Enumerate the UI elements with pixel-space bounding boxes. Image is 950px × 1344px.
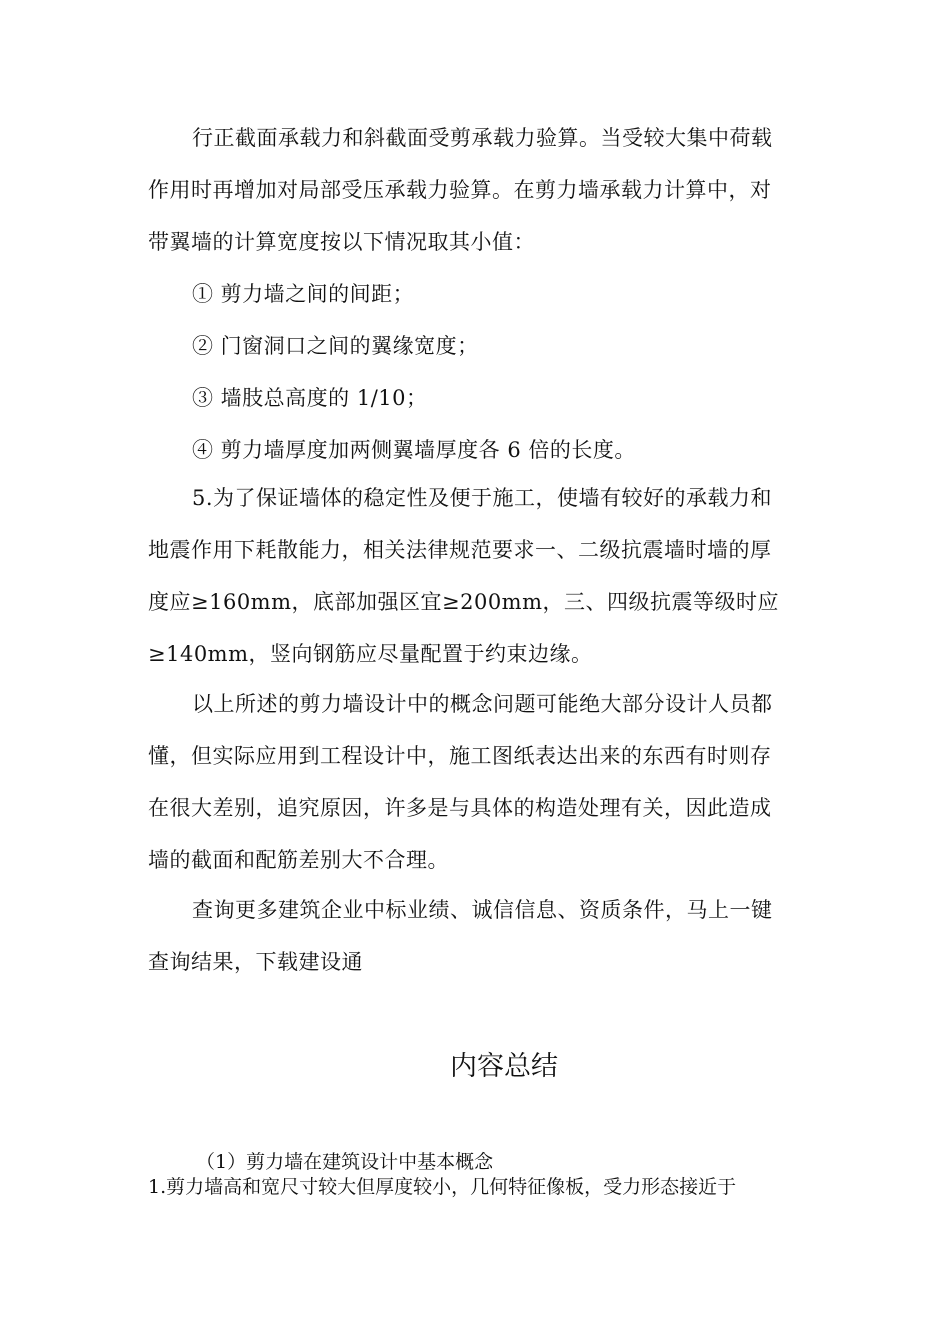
body-line-9: 地震作用下耗散能力，相关法律规范要求一、二级抗震墙时墙的厚 (148, 538, 772, 562)
body-line-1: 行正截面承载力和斜截面受剪承载力验算。当受较大集中荷载 (192, 126, 773, 150)
body-line-11: ≥140mm，竖向钢筋应尽量配置于约束边缘。 (148, 642, 593, 666)
list-item-3: ③ 墙肢总高度的 1/10； (192, 386, 428, 410)
body-line-15: 墙的截面和配筋差别大不合理。 (148, 848, 449, 872)
body-line-16: 查询更多建筑企业中标业绩、诚信信息、资质条件，马上一键 (192, 898, 773, 922)
body-line-13: 懂，但实际应用到工程设计中，施工图纸表达出来的东西有时则存 (148, 744, 772, 768)
summary-heading: 内容总结 (450, 1051, 558, 1082)
body-line-10: 度应≥160mm，底部加强区宜≥200mm，三、四级抗震等级时应 (148, 590, 780, 614)
list-item-2: ② 门窗洞口之间的翼缘宽度； (192, 334, 479, 358)
body-line-8: 5.为了保证墙体的稳定性及便于施工，使墙有较好的承载力和 (192, 486, 773, 510)
body-line-3: 带翼墙的计算宽度按以下情况取其小值： (148, 230, 535, 254)
summary-first-line: 1.剪力墙高和宽尺寸较大但厚度较小，几何特征像板，受力形态接近于 (148, 1176, 737, 1198)
body-line-12: 以上所述的剪力墙设计中的概念问题可能绝大部分设计人员都 (192, 692, 773, 716)
summary-subheading: （1）剪力墙在建筑设计中基本概念 (196, 1151, 494, 1173)
body-line-2: 作用时再增加对局部受压承载力验算。在剪力墙承载力计算中，对 (148, 178, 772, 202)
body-line-14: 在很大差别，追究原因，许多是与具体的构造处理有关，因此造成 (148, 796, 772, 820)
body-line-17: 查询结果，下载建设通 (148, 950, 363, 974)
list-item-1: ① 剪力墙之间的间距； (192, 282, 415, 306)
list-item-4: ④ 剪力墙厚度加两侧翼墙厚度各 6 倍的长度。 (192, 438, 636, 462)
